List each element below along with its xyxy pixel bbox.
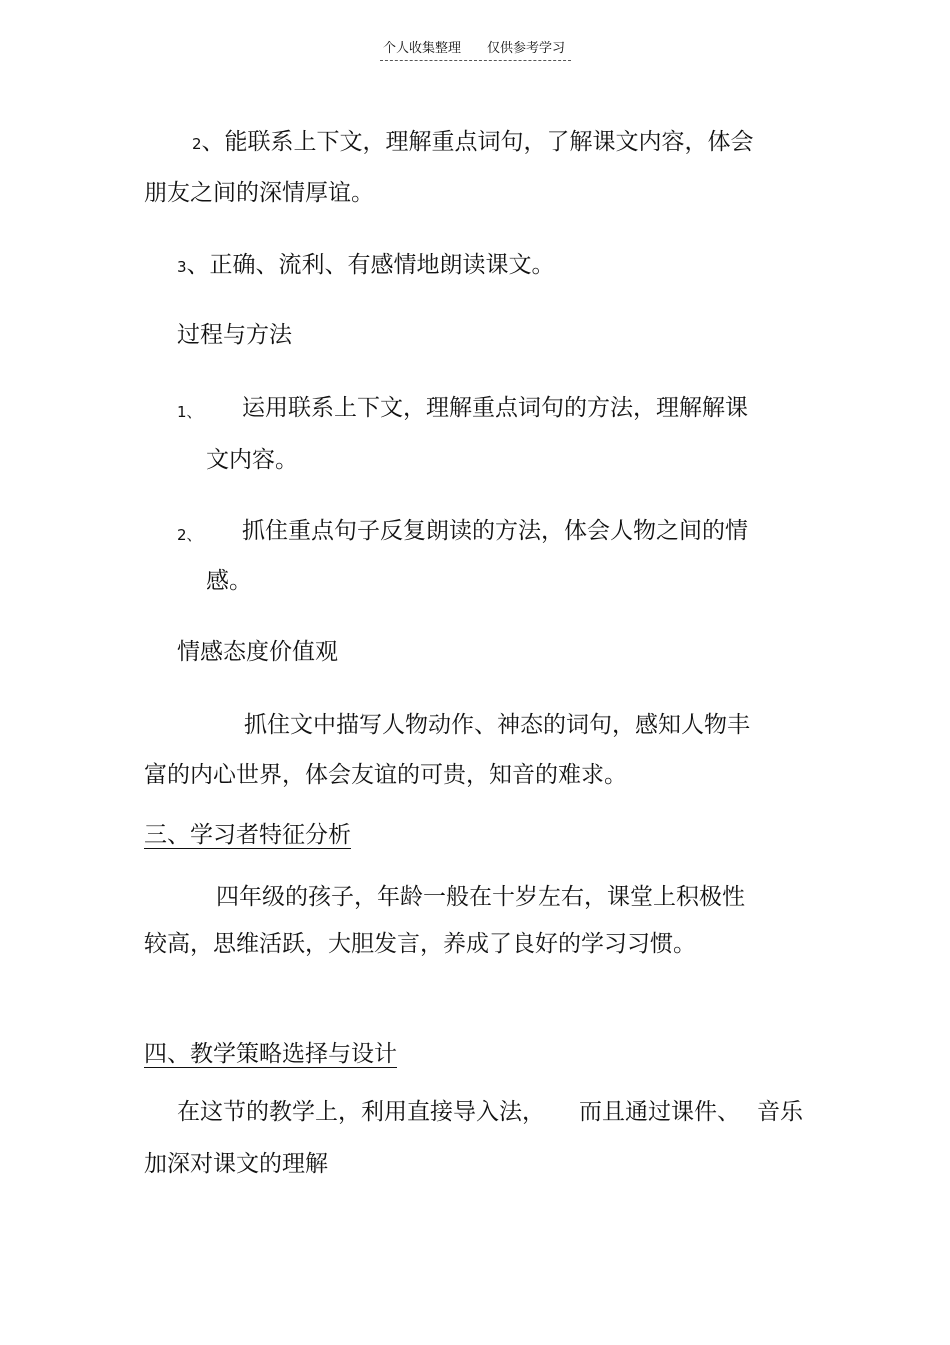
learner-paragraph-line-2: 较高，思维活跃，大胆发言，养成了良好的学习习惯。 [144,931,696,957]
section-4-title: 四、教学策略选择与设计 [144,1041,397,1067]
process-method-heading: 过程与方法 [177,322,292,348]
header-right: 仅供参考学习 [487,41,566,56]
process-2-text: 抓住重点句子反复朗读的方法，体会人物之间的情 [242,518,748,544]
strategy-part-b: 而且通过课件、 [579,1099,740,1125]
process-2-number: 2、 [177,526,202,544]
section-3-heading [144,820,395,850]
strategy-paragraph-line-2: 加深对课文的理解 [144,1151,328,1177]
header-left: 个人收集整理 [383,41,462,56]
objective-2-text: 、能联系上下文，理解重点词句，了解课文内容，体会 [201,129,754,155]
strategy-part-a: 在这节的教学上，利用直接导入法， [177,1099,545,1125]
process-1-text: 运用联系上下文，理解重点词句的方法，理解解课 [242,395,748,421]
learner-paragraph-line-1: 四年级的孩子，年龄一般在十岁左右，课堂上积极性 [216,884,745,910]
emotion-paragraph-line-2: 富的内心世界，体会友谊的可贵，知音的难求。 [144,762,627,788]
section-3-title: 三、学习者特征分析 [144,822,351,848]
objective-2-continuation: 朋友之间的深情厚谊。 [144,180,374,206]
process-1-continuation: 文内容。 [206,447,298,473]
objective-2-line [192,127,754,159]
emotion-paragraph-line-1: 抓住文中描写人物动作、神态的词句，感知人物丰 [244,712,750,738]
objective-3-number: 3 [177,258,187,276]
process-2-continuation: 感。 [206,568,252,594]
strategy-part-c: 音乐 [757,1099,803,1125]
section-4-heading [144,1039,427,1069]
process-1-number: 1、 [177,403,202,421]
objective-2-number: 2 [192,135,202,153]
objective-3-line [177,250,555,282]
page-header [380,40,571,61]
emotion-values-heading: 情感态度价值观 [177,639,338,665]
objective-3-text: 、正确、流利、有感情地朗读课文。 [186,252,555,278]
